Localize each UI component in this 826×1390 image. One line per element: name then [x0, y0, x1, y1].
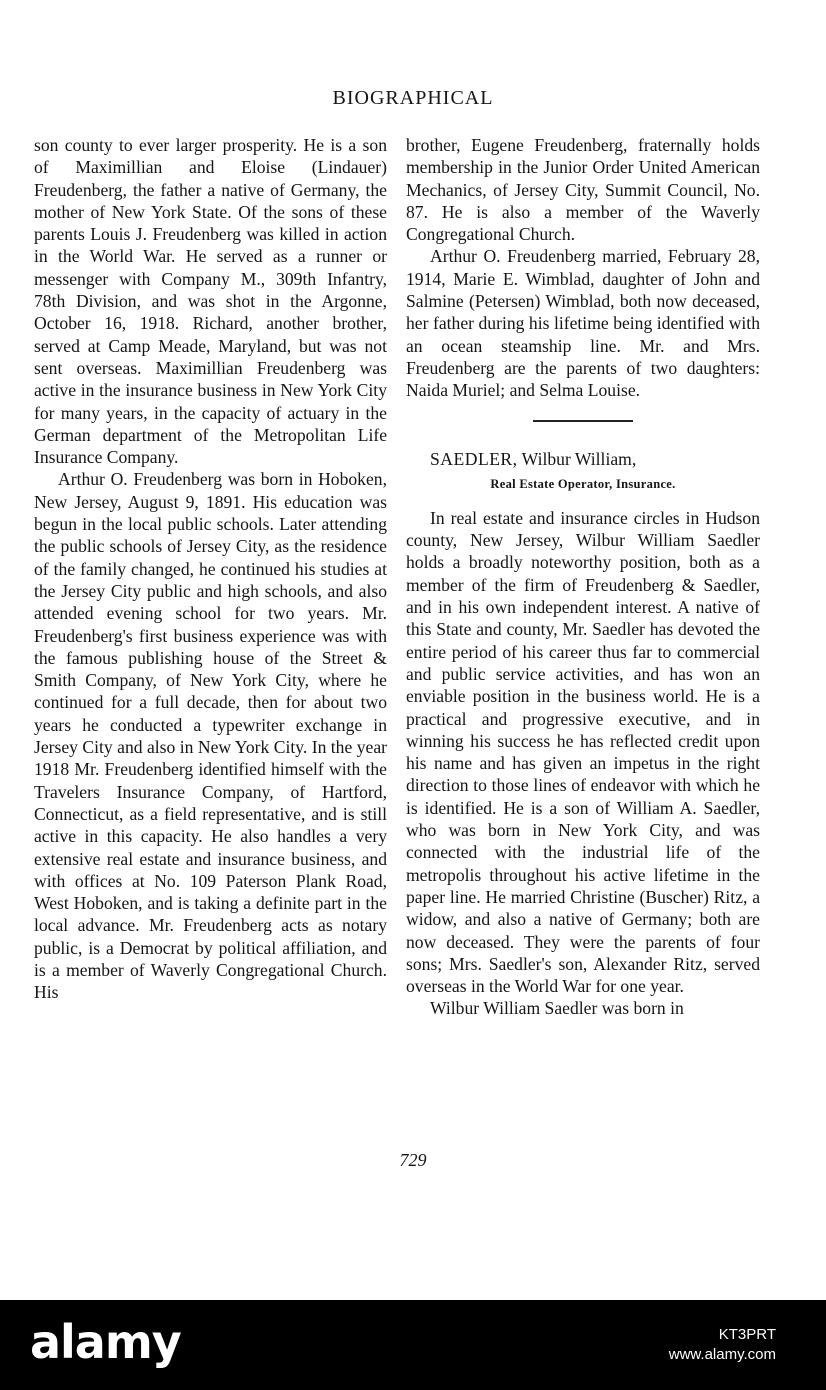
entry-given-names: Wilbur William, — [521, 448, 637, 469]
entry-occupation: Real Estate Operator, Insurance. — [490, 476, 676, 491]
watermark-footer — [0, 1300, 826, 1390]
entry-paragraph-1: In real estate and insurance circles in Hudson county, New Jersey, Wilbur William Saedler holds a broadly noteworthy position, both as a member of the firm of Freudenberg & Saedler, and in his own independent interest. A native of this State and county, Mr. Saedler has devoted the entire period of his career thus far to commercial and public service activities, and has won an enviable position in the business world. He is a practical and progressive executive, and in winning his success he has reflected credit upon his name and has given an impetus in the right direction to those lines of endeavor with which he is identified. He is a son of William A. Saedler, who was born in New York City, and was connected with the industrial life of the metropolis throughout his active lifetime in the paper line. He married Christine (Buscher) Ritz, a widow, and also a native of Germany; both are now deceased. They were the parents of four sons; Mrs. Saedler's son, Alexander Ritz, served overseas in the World War for one year. — [406, 507, 760, 997]
section-divider — [533, 420, 633, 422]
page-number: 729 — [399, 1150, 427, 1170]
running-head: BIOGRAPHICAL — [332, 87, 494, 109]
entry-heading — [406, 448, 760, 470]
left-paragraph-2: Arthur O. Freudenberg was born in Hoboken, New Jersey, August 9, 1891. His education was begun in the local public schools. Later attending the public schools of Jersey City, as the residence of the family changed, he continued his studies at the Jersey City public and high schools, and also attended evening school for two years. Mr. Freudenberg's first business experience was with the famous publishing house of the Street & Smith Company, of New York City, where he continued for a full decade, then for about two years he conducted a typewriter exchange in Jersey City and also in New York City. In the year 1918 Mr. Freudenberg identified himself with the Travelers Insurance Company, of Hartford, Connecticut, as a field representative, and is still active in this capacity. He also handles a very extensive real estate and insurance business, and with offices at No. 109 Paterson Plank Road, West Hoboken, and is taking a definite part in the local advance. Mr. Freudenberg acts as notary public, is a Democrat by political affiliation, and is a member of Waverly Congregational Church. His — [34, 469, 387, 1003]
right-column — [406, 134, 760, 1020]
image-id: KT3PRT — [718, 1326, 776, 1343]
left-paragraph-1: son county to ever larger prosperity. He is a son of Maximillian and Eloise (Lindauer) Freudenberg, the father a native of Germany, the mother of New York State. Of the sons of these parents Louis J. Freudenberg was killed in action in the World War. He served as a runner or messenger with Company M., 309th Infantry, 78th Division, and was shot in the Argonne, October 16, 1918. Richard, another brother, served at Camp Meade, Maryland, but was not sent overseas. Maximillian Freudenberg was active in the insurance business in New York City for many years, in the capacity of actuary in the German department of the Metropolitan Life Insurance Company. — [34, 135, 387, 468]
entry-surname: SAEDLER, — [430, 448, 518, 469]
site-url: www.alamy.com — [668, 1346, 776, 1363]
entry-paragraph-2: Wilbur William Saedler was born in — [430, 998, 684, 1019]
left-column — [34, 134, 387, 1004]
right-paragraph-2: Arthur O. Freudenberg married, February 28, 1914, Marie E. Wimblad, daughter of John and Salmine (Petersen) Wimblad, both now deceased, her father during his lifetime being identified with an ocean steamship line. Mr. and Mrs. Freudenberg are the parents of two daughters: Naida Muriel; and Selma Louise. — [406, 246, 760, 401]
footer-meta — [669, 1325, 776, 1365]
brand-logo: alamy — [30, 1315, 181, 1369]
right-paragraph-1: brother, Eugene Freudenberg, fraternally holds membership in the Junior Order United American Mechanics, of Jersey City, Summit Council, No. 87. He is also a member of the Waverly Congregational Church. — [406, 135, 760, 245]
